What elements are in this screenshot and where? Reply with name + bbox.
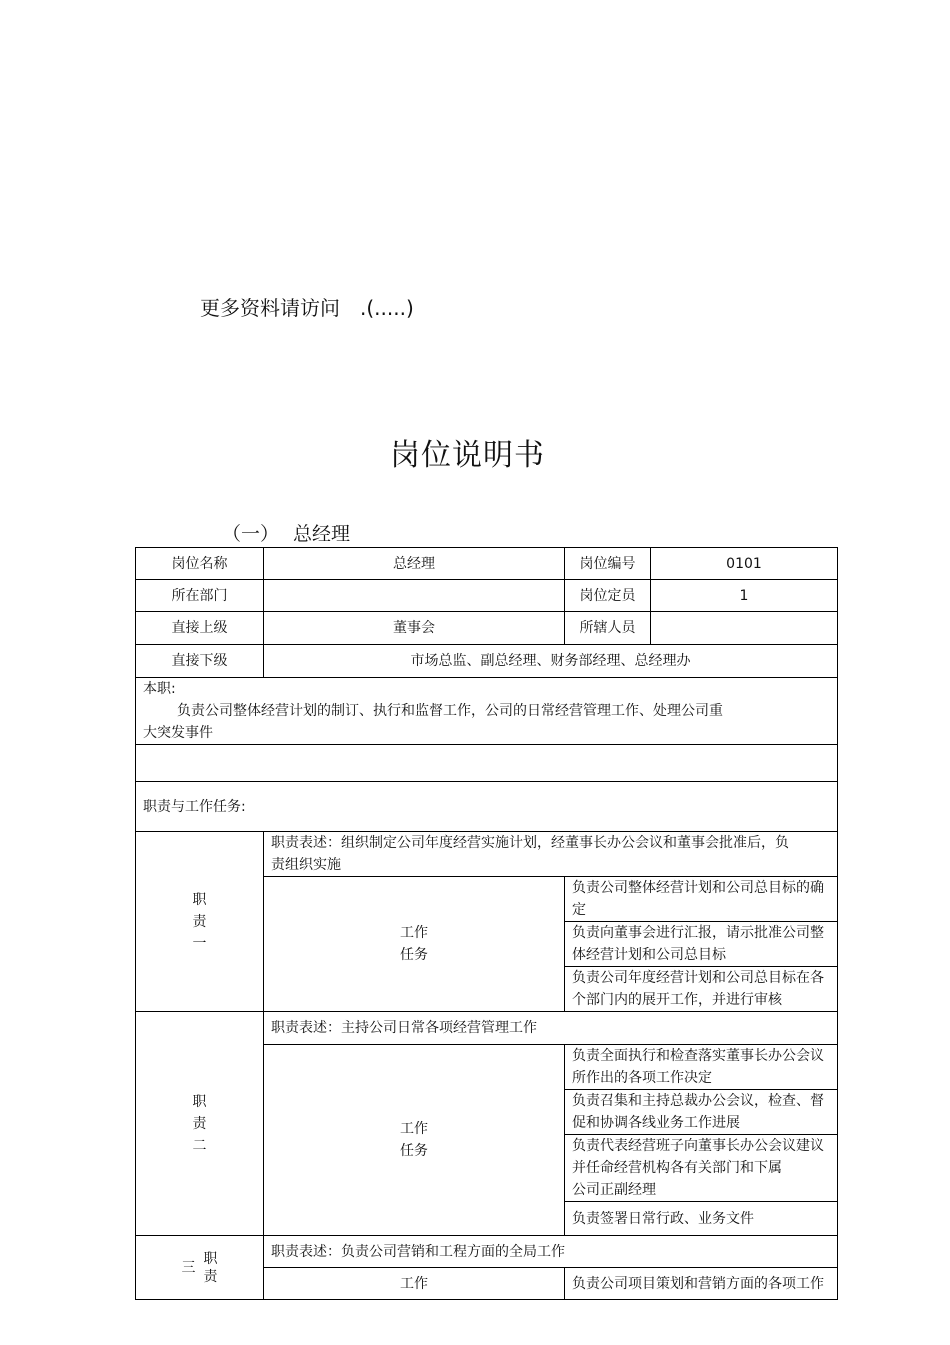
duty-label: 本职: xyxy=(143,681,176,697)
staff-label: 所辖人员 xyxy=(565,612,651,645)
table-row xyxy=(136,645,838,678)
table-row xyxy=(136,580,838,612)
responsibility-1-description xyxy=(264,832,838,877)
headcount-label: 岗位定员 xyxy=(565,580,651,612)
responsibility-1-label-char: 责 xyxy=(192,913,207,930)
responsibility-3-task-label: 工作 xyxy=(264,1268,565,1300)
table-row xyxy=(136,1012,838,1045)
headcount-value: 1 xyxy=(651,580,838,612)
responsibility-2-label xyxy=(136,1012,264,1236)
responsibility-2-task-1: 负责全面执行和检查落实董事长办公会议所作出的各项工作决定 xyxy=(565,1045,838,1090)
task-label-line: 工作 xyxy=(400,925,428,941)
blank-cell xyxy=(136,745,838,782)
job-description-table xyxy=(135,547,838,1300)
section-number: （一） xyxy=(222,523,280,545)
responsibility-2-task-2: 负责召集和主持总裁办公会议，检查、督促和协调各线业务工作进展 xyxy=(565,1090,838,1135)
responsibility-2-label-char: 职 xyxy=(192,1093,207,1110)
table-row xyxy=(136,782,838,832)
department-label: 所在部门 xyxy=(136,580,264,612)
tasks-heading: 职责与工作任务: xyxy=(136,782,838,832)
responsibility-2-label-char: 责 xyxy=(192,1115,207,1132)
responsibility-2-label-char: 二 xyxy=(192,1137,207,1154)
subordinates-label: 直接下级 xyxy=(136,645,264,678)
position-code-value: 0101 xyxy=(651,548,838,580)
position-name-value: 总经理 xyxy=(264,548,565,580)
responsibility-3-label-group xyxy=(143,1250,256,1286)
department-value xyxy=(264,580,565,612)
responsibility-1-task-label xyxy=(264,877,565,1012)
responsibility-3-label-right xyxy=(204,1250,218,1286)
responsibility-2-task-label xyxy=(264,1045,565,1236)
responsibility-2-description: 职责表述：主持公司日常各项经营管理工作 xyxy=(264,1012,838,1045)
staff-value xyxy=(651,612,838,645)
header-note xyxy=(200,292,414,321)
responsibility-1-description-line-2: 责组织实施 xyxy=(271,857,341,873)
responsibility-3-task-1: 负责公司项目策划和营销方面的各项工作 xyxy=(565,1268,838,1300)
position-name-label: 岗位名称 xyxy=(136,548,264,580)
responsibility-1-task-1: 负责公司整体经营计划和公司总目标的确定 xyxy=(565,877,838,922)
table-row xyxy=(136,745,838,782)
table-row xyxy=(136,678,838,745)
responsibility-3-label-left: 三 xyxy=(181,1259,196,1276)
document-title: 岗位说明书 xyxy=(390,438,545,473)
section-title: 总经理 xyxy=(293,523,351,545)
position-code-label: 岗位编号 xyxy=(565,548,651,580)
responsibility-1-label xyxy=(136,832,264,1012)
responsibility-2-task-3 xyxy=(565,1135,838,1202)
superior-value: 董事会 xyxy=(264,612,565,645)
responsibility-2-task-3-line-1: 负责代表经营班子向董事长办公会议建议并任命经营机构各有关部门和下属 xyxy=(572,1138,824,1176)
responsibility-2-task-3-line-2: 公司正副经理 xyxy=(572,1182,656,1198)
responsibility-1-label-char: 一 xyxy=(192,935,207,952)
table-row xyxy=(136,612,838,645)
responsibility-1-task-3: 负责公司年度经营计划和公司总目标在各个部门内的展开工作，并进行审核 xyxy=(565,967,838,1012)
responsibility-1-task-2: 负责向董事会进行汇报，请示批准公司整体经营计划和公司总目标 xyxy=(565,922,838,967)
header-note-text: 更多资料请访问 xyxy=(200,296,340,320)
responsibility-3-label-char: 责 xyxy=(203,1268,218,1285)
section-heading xyxy=(222,519,350,546)
task-label-line: 任务 xyxy=(400,947,428,963)
responsibility-2-task-4: 负责签署日常行政、业务文件 xyxy=(565,1202,838,1236)
responsibility-1-label-char: 职 xyxy=(192,891,207,908)
duty-cell xyxy=(136,678,838,745)
table-row xyxy=(136,548,838,580)
superior-label: 直接上级 xyxy=(136,612,264,645)
task-label-line: 工作 xyxy=(400,1121,428,1137)
task-label-line: 任务 xyxy=(400,1143,428,1159)
responsibility-3-description: 职责表述：负责公司营销和工程方面的全局工作 xyxy=(264,1236,838,1268)
responsibility-1-description-line-1: 职责表述：组织制定公司年度经营实施计划，经董事长办公会议和董事会批准后，负 xyxy=(271,835,789,851)
duty-text-line-2: 大突发事件 xyxy=(143,725,213,741)
header-note-suffix: .(.....) xyxy=(360,296,414,320)
table-row xyxy=(136,1236,838,1268)
duty-text-line-1: 负责公司整体经营计划的制订、执行和监督工作，公司的日常经营管理工作、处理公司重 xyxy=(177,703,723,719)
responsibility-3-label xyxy=(136,1236,264,1300)
responsibility-3-label-char: 职 xyxy=(203,1250,218,1267)
table-row xyxy=(136,832,838,877)
subordinates-value: 市场总监、副总经理、财务部经理、总经理办 xyxy=(264,645,838,678)
